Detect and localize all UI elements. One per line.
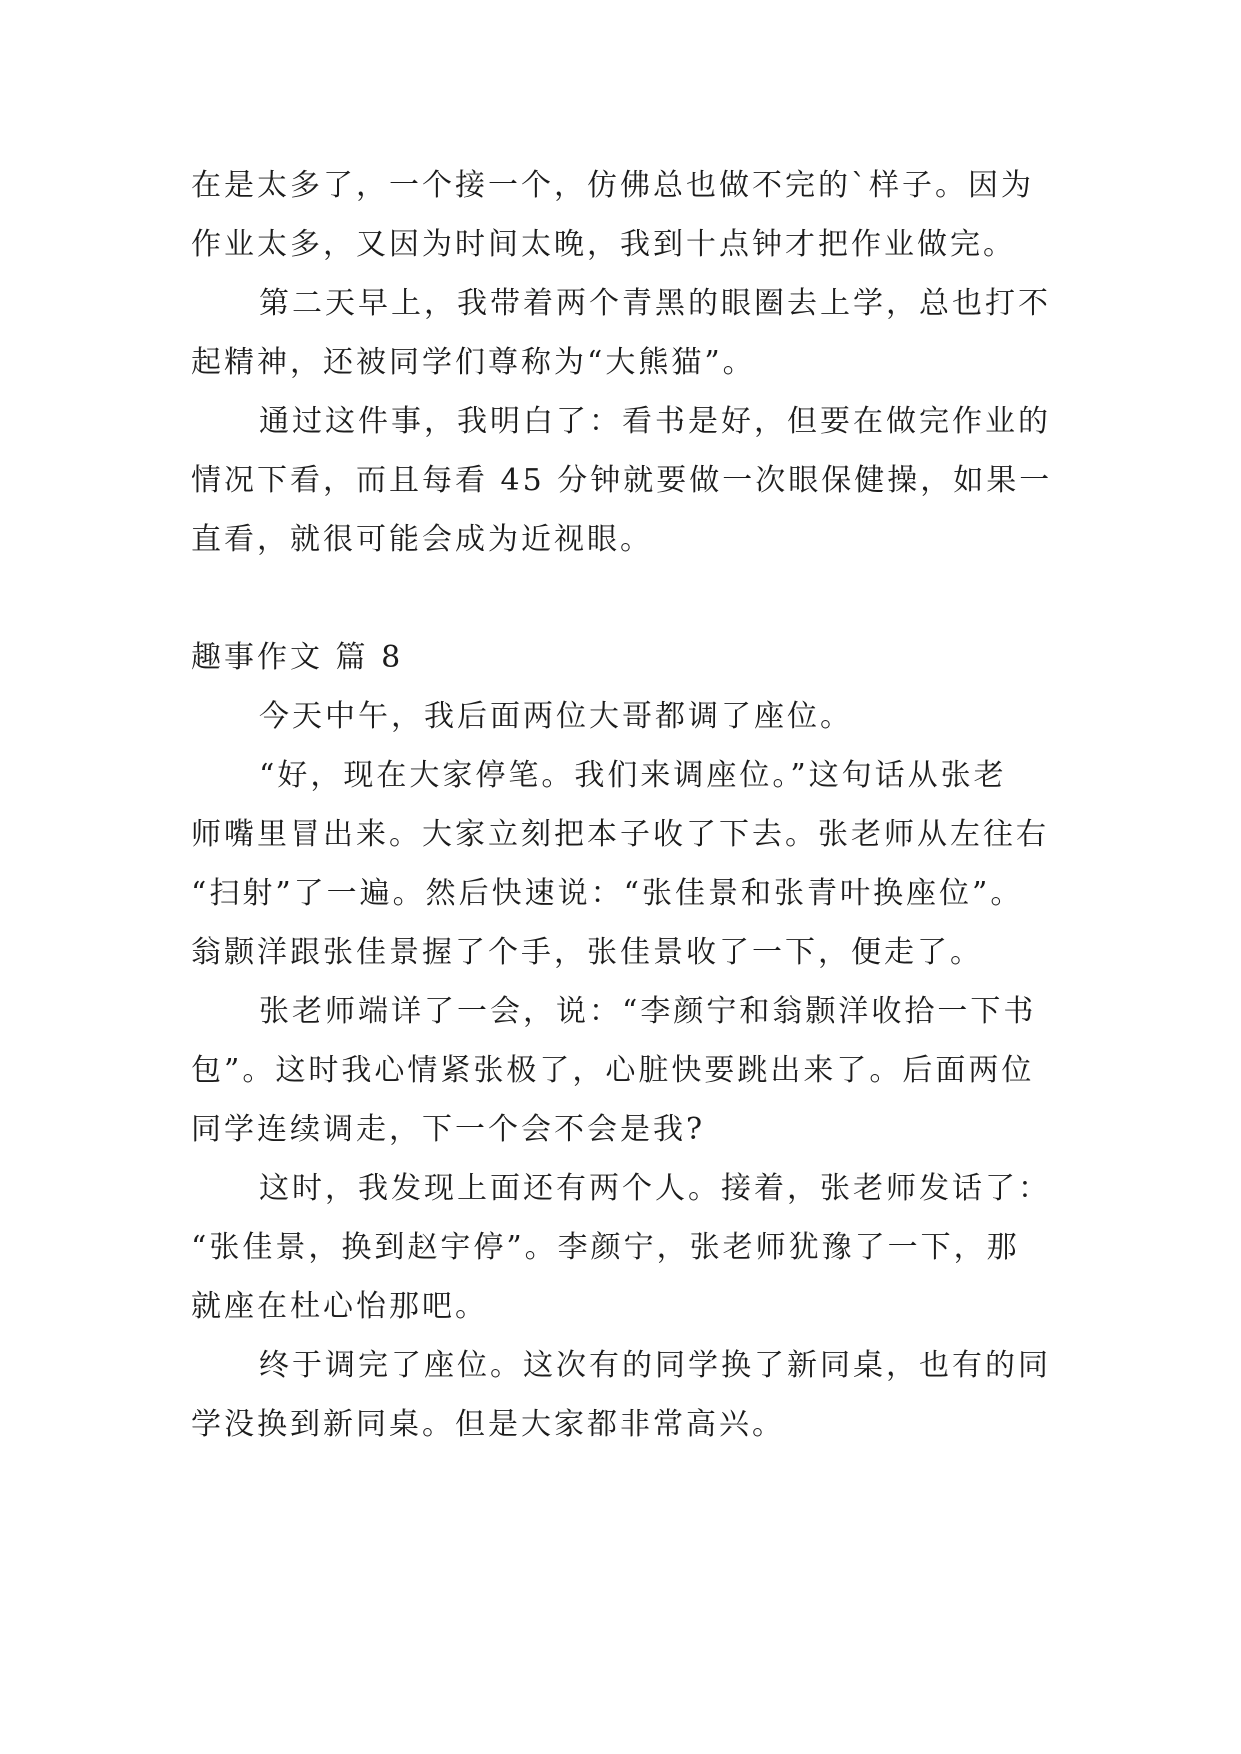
essay-section [191,628,1091,1454]
text-line: 在是太多了，一个接一个，仿佛总也做不完的`样子。因为 [191,168,1034,203]
paragraph [191,274,1091,392]
document-page [191,156,1091,1454]
text-line: 第二天早上，我带着两个青黑的眼圈去上学，总也打不 [259,286,1051,321]
paragraph [191,392,1091,569]
text-line: 通过这件事，我明白了：看书是好，但要在做完作业的 [259,404,1051,439]
text-line: “扫射”了一遍。然后快速说：“张佳景和张青叶换座位”。 [191,876,1024,911]
text-line: 包”。这时我心情紧张极了，心脏快要跳出来了。后面两位 [191,1053,1035,1088]
paragraph [191,156,1091,274]
text-line: 情况下看，而且每看 45 分钟就要做一次眼保健操，如果一 [191,463,1053,498]
paragraph [191,687,1091,746]
text-line: 今天中午，我后面两位大哥都调了座位。 [259,699,853,734]
text-line: 起精神，还被同学们尊称为“大熊猫”。 [191,345,756,380]
text-line: “好，现在大家停笔。我们来调座位。”这句话从张老 [259,758,1007,793]
paragraph [191,746,1091,982]
text-line: “张佳景，换到赵宇停”。李颜宁，张老师犹豫了一下，那 [191,1230,1020,1265]
text-line: 终于调完了座位。这次有的同学换了新同桌，也有的同 [259,1348,1051,1383]
previous-section [191,156,1091,569]
text-line: 作业太多，又因为时间太晚，我到十点钟才把作业做完。 [191,227,1016,262]
text-line: 张老师端详了一会，说：“李颜宁和翁颢洋收拾一下书 [259,994,1037,1029]
paragraph [191,1336,1091,1454]
paragraph [191,1159,1091,1336]
text-line: 直看，就很可能会成为近视眼。 [191,522,653,557]
text-line: 就座在杜心怡那吧。 [191,1289,488,1324]
text-line: 这时，我发现上面还有两个人。接着，张老师发话了： [259,1171,1051,1206]
text-line: 学没换到新同桌。但是大家都非常高兴。 [191,1407,785,1442]
paragraph [191,982,1091,1159]
text-line: 翁颢洋跟张佳景握了个手，张佳景收了一下，便走了。 [191,935,983,970]
section-title: 趣事作文 篇 8 [191,640,404,675]
text-line: 师嘴里冒出来。大家立刻把本子收了下去。张老师从左往右 [191,817,1049,852]
text-line: 同学连续调走，下一个会不会是我? [191,1112,706,1147]
